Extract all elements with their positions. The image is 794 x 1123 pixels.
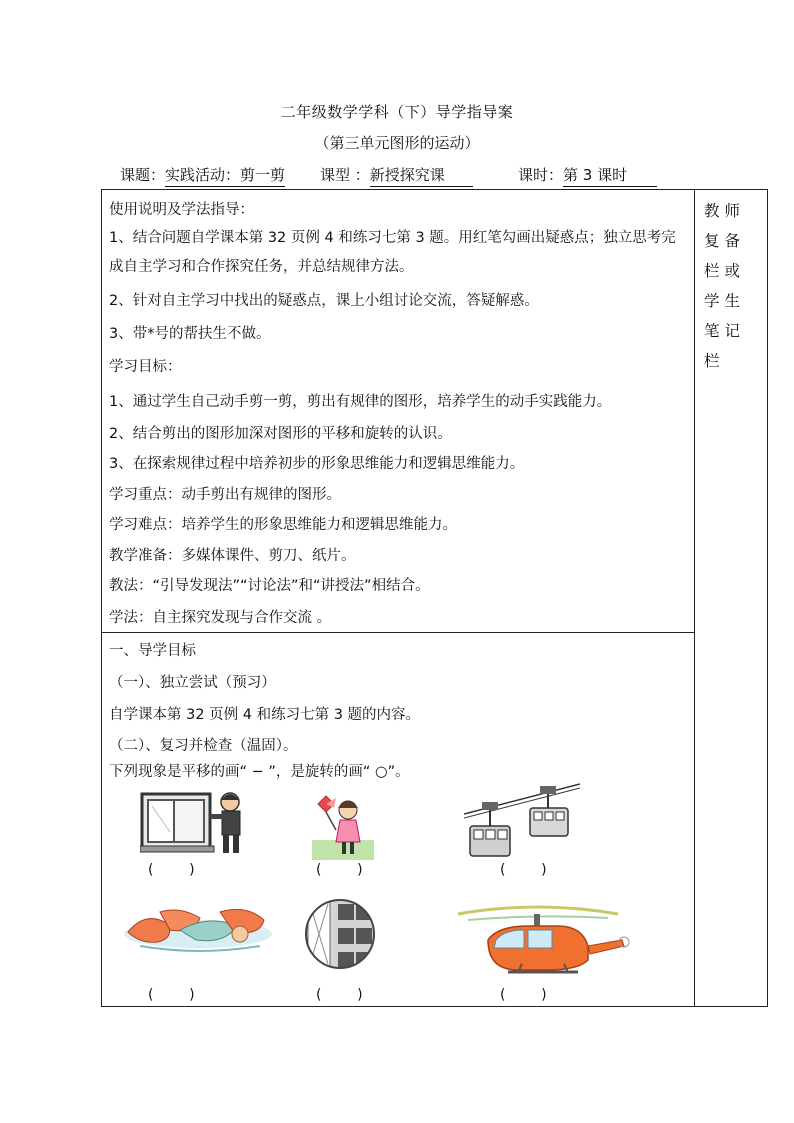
answer-blank-1[interactable]: ( ): [148, 862, 195, 878]
difficulty: 学习难点：培养学生的形象思维能力和逻辑思维能力。: [109, 517, 457, 533]
learning-method: 学法：自主探究发现与合作交流 。: [109, 610, 332, 626]
lesson-type-field: [320, 164, 473, 187]
section-heading: 一、导学目标: [109, 643, 196, 659]
guide-item-3: 3、带*号的帮扶生不做。: [109, 326, 271, 342]
page-subtitle: （第三单元图形的运动）: [314, 134, 480, 152]
topic-label: 课题：: [120, 166, 166, 184]
period-label: 课时：: [518, 166, 564, 184]
topic-value: 实践活动：剪一剪: [165, 164, 285, 187]
lesson-type-value: 新授探究课: [370, 164, 473, 187]
elevator-icon: [304, 894, 376, 974]
swimming-children-icon: [120, 890, 276, 958]
answer-blank-6[interactable]: ( ): [500, 987, 547, 1003]
answer-blank-2[interactable]: ( ): [316, 862, 363, 878]
guide-item-1: 1、结合问题自学课本第 32 页例 4 和练习七第 3 题。用红笔勾画出疑惑点；独立思考完成自主学习和合作探究任务，并总结规律方法。: [109, 230, 676, 275]
notes-column: 教师复备栏或学生笔记 栏: [704, 202, 746, 370]
helicopter-icon: [448, 900, 630, 982]
guide-item-2: 2、针对自主学习中找出的疑惑点，课上小组讨论交流，答疑解惑。: [109, 293, 539, 309]
guide-heading: 使用说明及学法指导：: [109, 202, 254, 218]
period-value: 第 3 课时: [563, 164, 657, 187]
sliding-window-icon: [140, 788, 250, 856]
goal-3: 3、在探索规律过程中培养初步的形象思维能力和逻辑思维能力。: [109, 456, 525, 472]
row-divider: [102, 632, 695, 633]
teaching-method: 教法：“引导发现法”“讨论法”和“讲授法”相结合。: [109, 578, 430, 594]
subsection-1: （一）、独立尝试（预习）: [109, 675, 276, 691]
guide-table: [101, 189, 768, 1007]
answer-blank-3[interactable]: ( ): [500, 862, 547, 878]
topic-field: [120, 164, 285, 187]
answer-blank-4[interactable]: ( ): [148, 987, 195, 1003]
lesson-type-label: 课型 ：: [320, 166, 370, 184]
instruction: 下列现象是平移的画“ − ”，是旋转的画“ ○”。: [109, 764, 410, 780]
goal-1: 1、通过学生自己动手剪一剪，剪出有规律的图形，培养学生的动手实践能力。: [109, 394, 612, 410]
page-title: 二年级数学学科（下）导学指导案: [280, 103, 514, 121]
column-divider: [694, 190, 695, 1006]
goal-2: 2、结合剪出的图形加深对图形的平移和旋转的认识。: [109, 426, 452, 442]
subsection-1-text: 自学课本第 32 页例 4 和练习七第 3 题的内容。: [109, 707, 421, 723]
period-field: [518, 164, 657, 187]
cable-car-icon: [464, 780, 580, 864]
subsection-2: （二）、复习并检查（温固）。: [109, 738, 298, 754]
pinwheel-girl-icon: [312, 790, 374, 860]
preparation: 教学准备：多媒体课件、剪刀、纸片。: [109, 548, 356, 564]
key-point: 学习重点：动手剪出有规律的图形。: [109, 487, 341, 503]
answer-blank-5[interactable]: ( ): [316, 987, 363, 1003]
goals-heading: 学习目标：: [109, 359, 182, 375]
